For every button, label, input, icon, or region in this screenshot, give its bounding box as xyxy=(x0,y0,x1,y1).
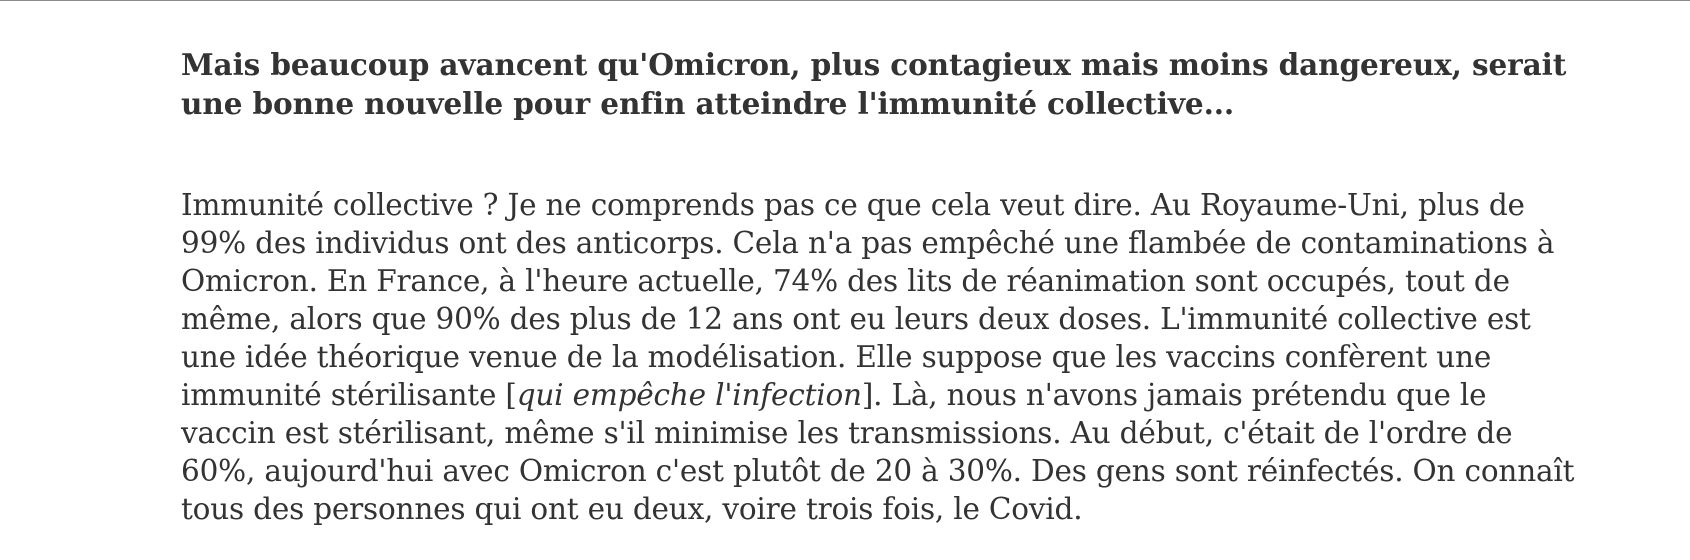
answer-text-part-1: Immunité collective ? Je ne comprends pas ce que cela veut dire. Au Royaume-Uni, plus de 99% des individus ont des anticorps. Cela n'a pas empêché une flambée de contaminations à Omicron. En France, à l'heure actuelle, 74% des lits de réanimation sont occupés, tout de même, alors que 90% des plus de 12 ans ont eu leurs deux doses. L'immunité collective est une idée théorique venue de la modélisation. Elle suppose que les vaccins confèrent une immunité stérilisante [ xyxy=(181,188,1555,412)
answer-text-part-2: ]. Là, nous n'avons jamais prétendu que le vaccin est stérilisant, même s'il minimise les transmissions. Au début, c'était de l'ordre de 60%, aujourd'hui avec Omicron c'est plutôt de 20 à 30%. Des gens sont réinfectés. On connaît tous des personnes qui ont eu deux, voire trois fois, le Covid. xyxy=(181,378,1575,526)
article-body xyxy=(181,45,1581,528)
interview-answer xyxy=(181,186,1581,528)
answer-italic-aside: qui empêche l'infection xyxy=(516,378,862,412)
interview-question: Mais beaucoup avancent qu'Omicron, plus contagieux mais moins dangereux, serait une bonne nouvelle pour enfin atteindre l'immunité collective... xyxy=(181,47,1567,121)
